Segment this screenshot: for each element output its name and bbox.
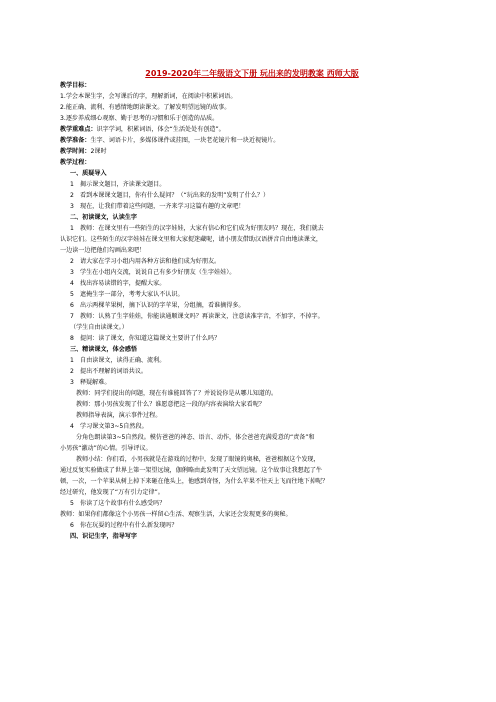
step-item: 2 提出不理解的词语共议。 bbox=[70, 368, 148, 375]
step-item: 1 自由读课文，读得正确、流利。 bbox=[70, 357, 166, 364]
prep-label: 教学准备： bbox=[60, 137, 91, 144]
paragraph-line: 通过反复实验做成了世界上第一架望远镜，伽俐略由此发明了天文望远镜。这个故事让我想起了牛 bbox=[60, 467, 323, 474]
section-heading: 二、初读课文，认读生字 bbox=[70, 214, 138, 221]
step-item: 8 提问：读了课文，你知道这篇课文主要讲了什么吗？ bbox=[70, 335, 221, 342]
page-title: 2019-2020年二年级语文下册 玩出来的发明教案 西师大版 bbox=[145, 69, 359, 78]
goal-item: 1.学会本课生字，会写课后的字，理解新词，在阅读中积累词语。 bbox=[60, 93, 237, 100]
step-item: 2 请大家在学习小组内用各种方法和他们成为好朋友。 bbox=[70, 258, 221, 265]
goal-item: 2.能正确、流利、有感情地朗读课文。了解发明望远镜的故事。 bbox=[60, 104, 231, 111]
goals-heading: 教学目标： bbox=[60, 82, 91, 89]
step-item: 2 看到本课课文题目，你有什么疑问？（“玩出来的发明”发明了什么？） bbox=[70, 192, 270, 199]
step-item: 6 出示两棵苹果树，摘下认识的字苹果，分组摘，看谁摘得多。 bbox=[70, 302, 245, 309]
teacher-line: 教师：同学们提出的问题，现在有谁能回答了？并说说你是从哪儿知道的。 bbox=[76, 390, 278, 397]
process-heading: 教学过程： bbox=[60, 159, 91, 166]
key-label: 教学重难点： bbox=[60, 126, 97, 133]
step-item: 5 你读了这个故事有什么感受吗？ bbox=[70, 500, 166, 507]
step-item: （学生自由读课文。） bbox=[70, 324, 128, 331]
step-item: 6 你在玩耍的过程中有什么新发现吗？ bbox=[70, 522, 178, 529]
step-item: 3 释疑解难。 bbox=[70, 379, 111, 386]
goal-item: 3.逐步养成细心观察、勤于思考的习惯和乐于创造的品质。 bbox=[60, 115, 219, 122]
preparation bbox=[60, 135, 444, 146]
teacher-line: 教师：那小男孩发现了什么？谁愿意把这一段的内容表演给大家看呢？ bbox=[76, 401, 265, 408]
step-item: 7 教师：认熟了生字娃娃，你能读通顺课文吗？再读课文，注意读准字音，不加字，不掉字。 bbox=[70, 313, 324, 320]
teacher-line: 教师指导表演，演示事件过程。 bbox=[76, 412, 162, 419]
paragraph-line: 1 教师：在课文里有一些陌生的汉字娃娃，大家有信心和它们成为好朋友吗？现在，我们就去 bbox=[70, 225, 324, 232]
paragraph-line: 一边读一边把他们勾画出来吧！ bbox=[60, 247, 146, 254]
key-points bbox=[60, 124, 444, 135]
paragraph-line: 经过研究，他发现了“万有引力定律”。 bbox=[60, 489, 164, 496]
paragraph-line: 小男孩“激动”的心情。引导评议。 bbox=[60, 445, 152, 452]
section-heading: 四、识记生字，指导写字 bbox=[70, 533, 138, 540]
time-text: 2课时 bbox=[90, 148, 107, 155]
paragraph-line: 顿，一次，一个苹果从树上掉下来砸在他头上，他感到奇怪，为什么苹果不往天上飞而往地下掉呢？ bbox=[60, 478, 329, 485]
section-heading: 三、精读课文，体会感悟 bbox=[70, 346, 138, 353]
time-label: 教学时间： bbox=[60, 148, 91, 155]
key-text: 识字学词，积累词语，体会“生活处处有创造”。 bbox=[96, 126, 225, 133]
document-page bbox=[60, 68, 444, 542]
step-item: 1 揭示课文题目，齐读课文题目。 bbox=[70, 181, 166, 188]
teaching-time bbox=[60, 146, 444, 157]
step-item: 3 现在，让我们带着这些问题，一齐来学习这篇有趣的文章吧！ bbox=[70, 203, 245, 210]
paragraph-line: 教师小结：你们看，小男孩就是在游戏的过程中，发现了眼镜的奥秘，爸爸根据这个发现， bbox=[76, 456, 320, 463]
section-heading: 一、质疑导入 bbox=[70, 170, 107, 177]
paragraph-line: 分角色朗读第3~5自然段。模仿爸爸的神态、语言、动作，体会爸爸充满爱意的“责备”和 bbox=[76, 434, 315, 441]
teacher-line: 教师：如果你们都像这个小男孩一样留心生活、观察生活，大家还会发现更多的奥秘。 bbox=[60, 511, 292, 518]
prep-text: 生字、词语卡片，多媒体课件或挂图，一块老花镜片和一块近视镜片。 bbox=[90, 137, 280, 144]
step-item: 3 学生在小组内交流，说说自己有多少好朋友（生字娃娃）。 bbox=[70, 269, 236, 276]
step-item: 5 遮掩生字一部分，考考大家认不认识。 bbox=[70, 291, 184, 298]
paragraph-line: 认识它们。这些陌生的汉字娃娃在课文里和大家捉迷藏呢，请小朋友借助汉语拼音自由地读课文， bbox=[60, 236, 323, 243]
step-item: 4 找出容易读错的字，提醒大家。 bbox=[70, 280, 166, 287]
step-item: 4 学习课文第3~5自然段。 bbox=[70, 423, 148, 430]
